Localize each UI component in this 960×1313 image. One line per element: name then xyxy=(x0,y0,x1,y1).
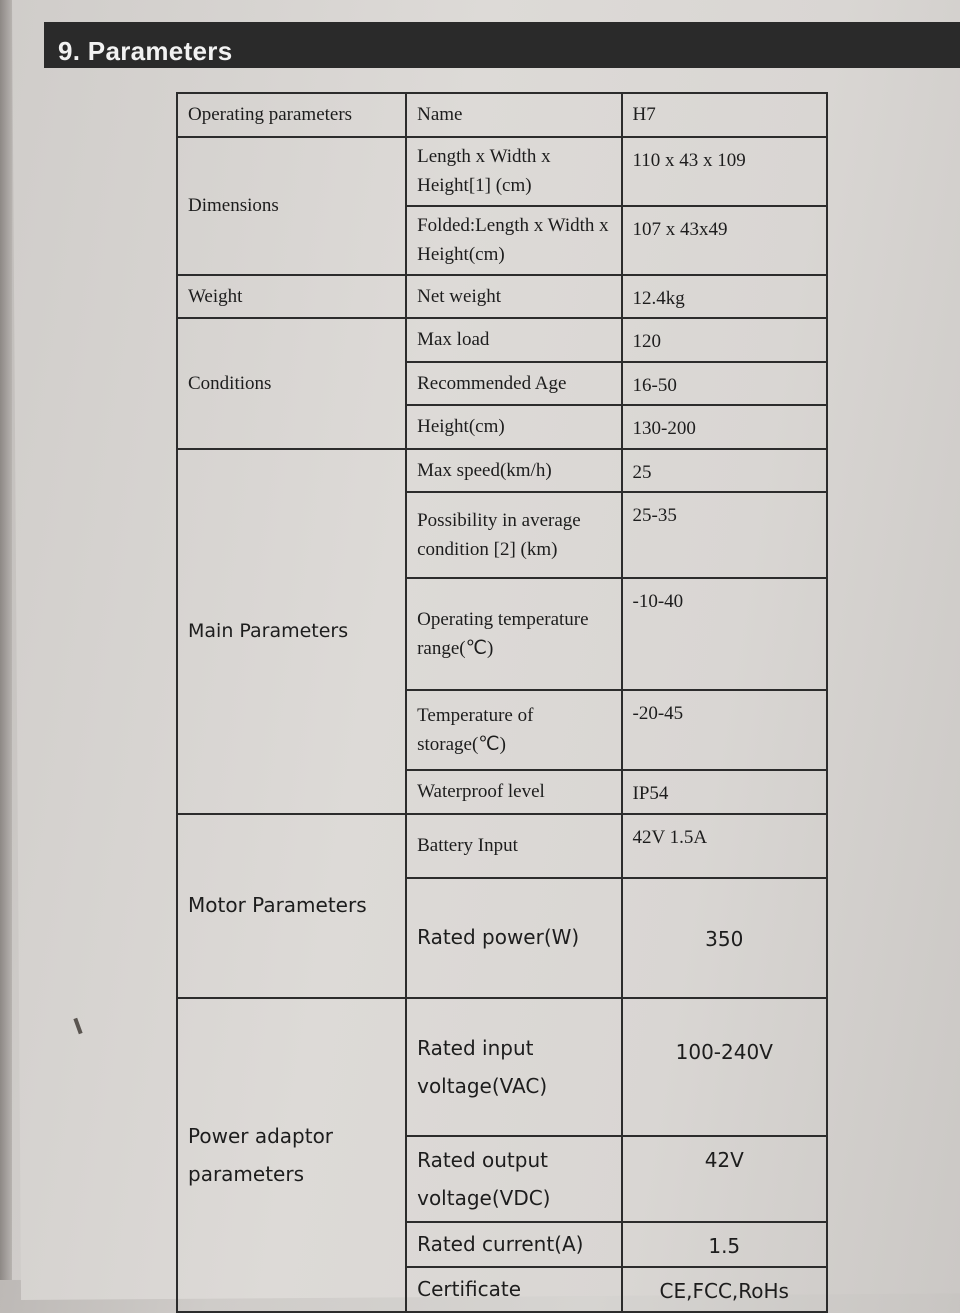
row-name: Battery Input xyxy=(406,814,621,878)
table-row xyxy=(177,449,827,492)
row-value: 100-240V xyxy=(622,998,827,1136)
category-conditions: Conditions xyxy=(177,318,406,448)
row-value: 107 x 43x49 xyxy=(622,206,827,275)
section-title: 9. Parameters xyxy=(58,36,233,66)
table-row xyxy=(177,318,827,361)
row-value: 1.5 xyxy=(622,1222,827,1267)
category-dimensions: Dimensions xyxy=(177,137,406,275)
row-name: Rated output voltage(VDC) xyxy=(406,1136,621,1222)
row-value: -20-45 xyxy=(622,690,827,770)
row-value: 12.4kg xyxy=(622,275,827,318)
row-name: Rated power(W) xyxy=(406,878,621,998)
row-value: 350 xyxy=(622,878,827,998)
row-value: 42V 1.5A xyxy=(622,814,827,878)
row-name: Height(cm) xyxy=(406,405,621,448)
header-model: H7 xyxy=(622,93,827,137)
row-name: Waterproof level xyxy=(406,770,621,814)
row-name: Net weight xyxy=(406,275,621,318)
row-value: -10-40 xyxy=(622,578,827,690)
row-name: Temperature of storage(℃) xyxy=(406,690,621,770)
category-motor-parameters: Motor Parameters xyxy=(177,814,406,998)
table-row xyxy=(177,814,827,878)
row-value: CE,FCC,RoHs xyxy=(622,1267,827,1312)
row-name: Recommended Age xyxy=(406,362,621,405)
row-value: 110 x 43 x 109 xyxy=(622,137,827,206)
parameters-table xyxy=(176,92,828,1313)
page-edge xyxy=(0,0,12,1280)
row-name: Rated current(A) xyxy=(406,1222,621,1267)
row-value: 16-50 xyxy=(622,362,827,405)
row-value: 25 xyxy=(622,449,827,492)
row-name: Possibility in average condition [2] (km) xyxy=(406,492,621,578)
category-weight: Weight xyxy=(177,275,406,318)
row-value: IP54 xyxy=(622,770,827,814)
row-name: Operating temperature range(℃) xyxy=(406,578,621,690)
table-row xyxy=(177,275,827,318)
header-name: Name xyxy=(406,93,621,137)
row-value: 130-200 xyxy=(622,405,827,448)
row-value: 120 xyxy=(622,318,827,361)
table-row xyxy=(177,998,827,1136)
row-value: 42V xyxy=(622,1136,827,1222)
table-header-row xyxy=(177,93,827,137)
row-name: Max load xyxy=(406,318,621,361)
row-name: Certificate xyxy=(406,1267,621,1312)
row-name: Max speed(km/h) xyxy=(406,449,621,492)
row-name: Rated input voltage(VAC) xyxy=(406,998,621,1136)
row-value: 25-35 xyxy=(622,492,827,578)
row-name: Length x Width x Height[1] (cm) xyxy=(406,137,621,206)
category-power-adaptor-parameters: Power adaptor parameters xyxy=(177,998,406,1312)
table-row xyxy=(177,137,827,206)
category-main-parameters: Main Parameters xyxy=(177,449,406,814)
row-name: Folded:Length x Width x Height(cm) xyxy=(406,206,621,275)
header-operating-parameters: Operating parameters xyxy=(177,93,406,137)
